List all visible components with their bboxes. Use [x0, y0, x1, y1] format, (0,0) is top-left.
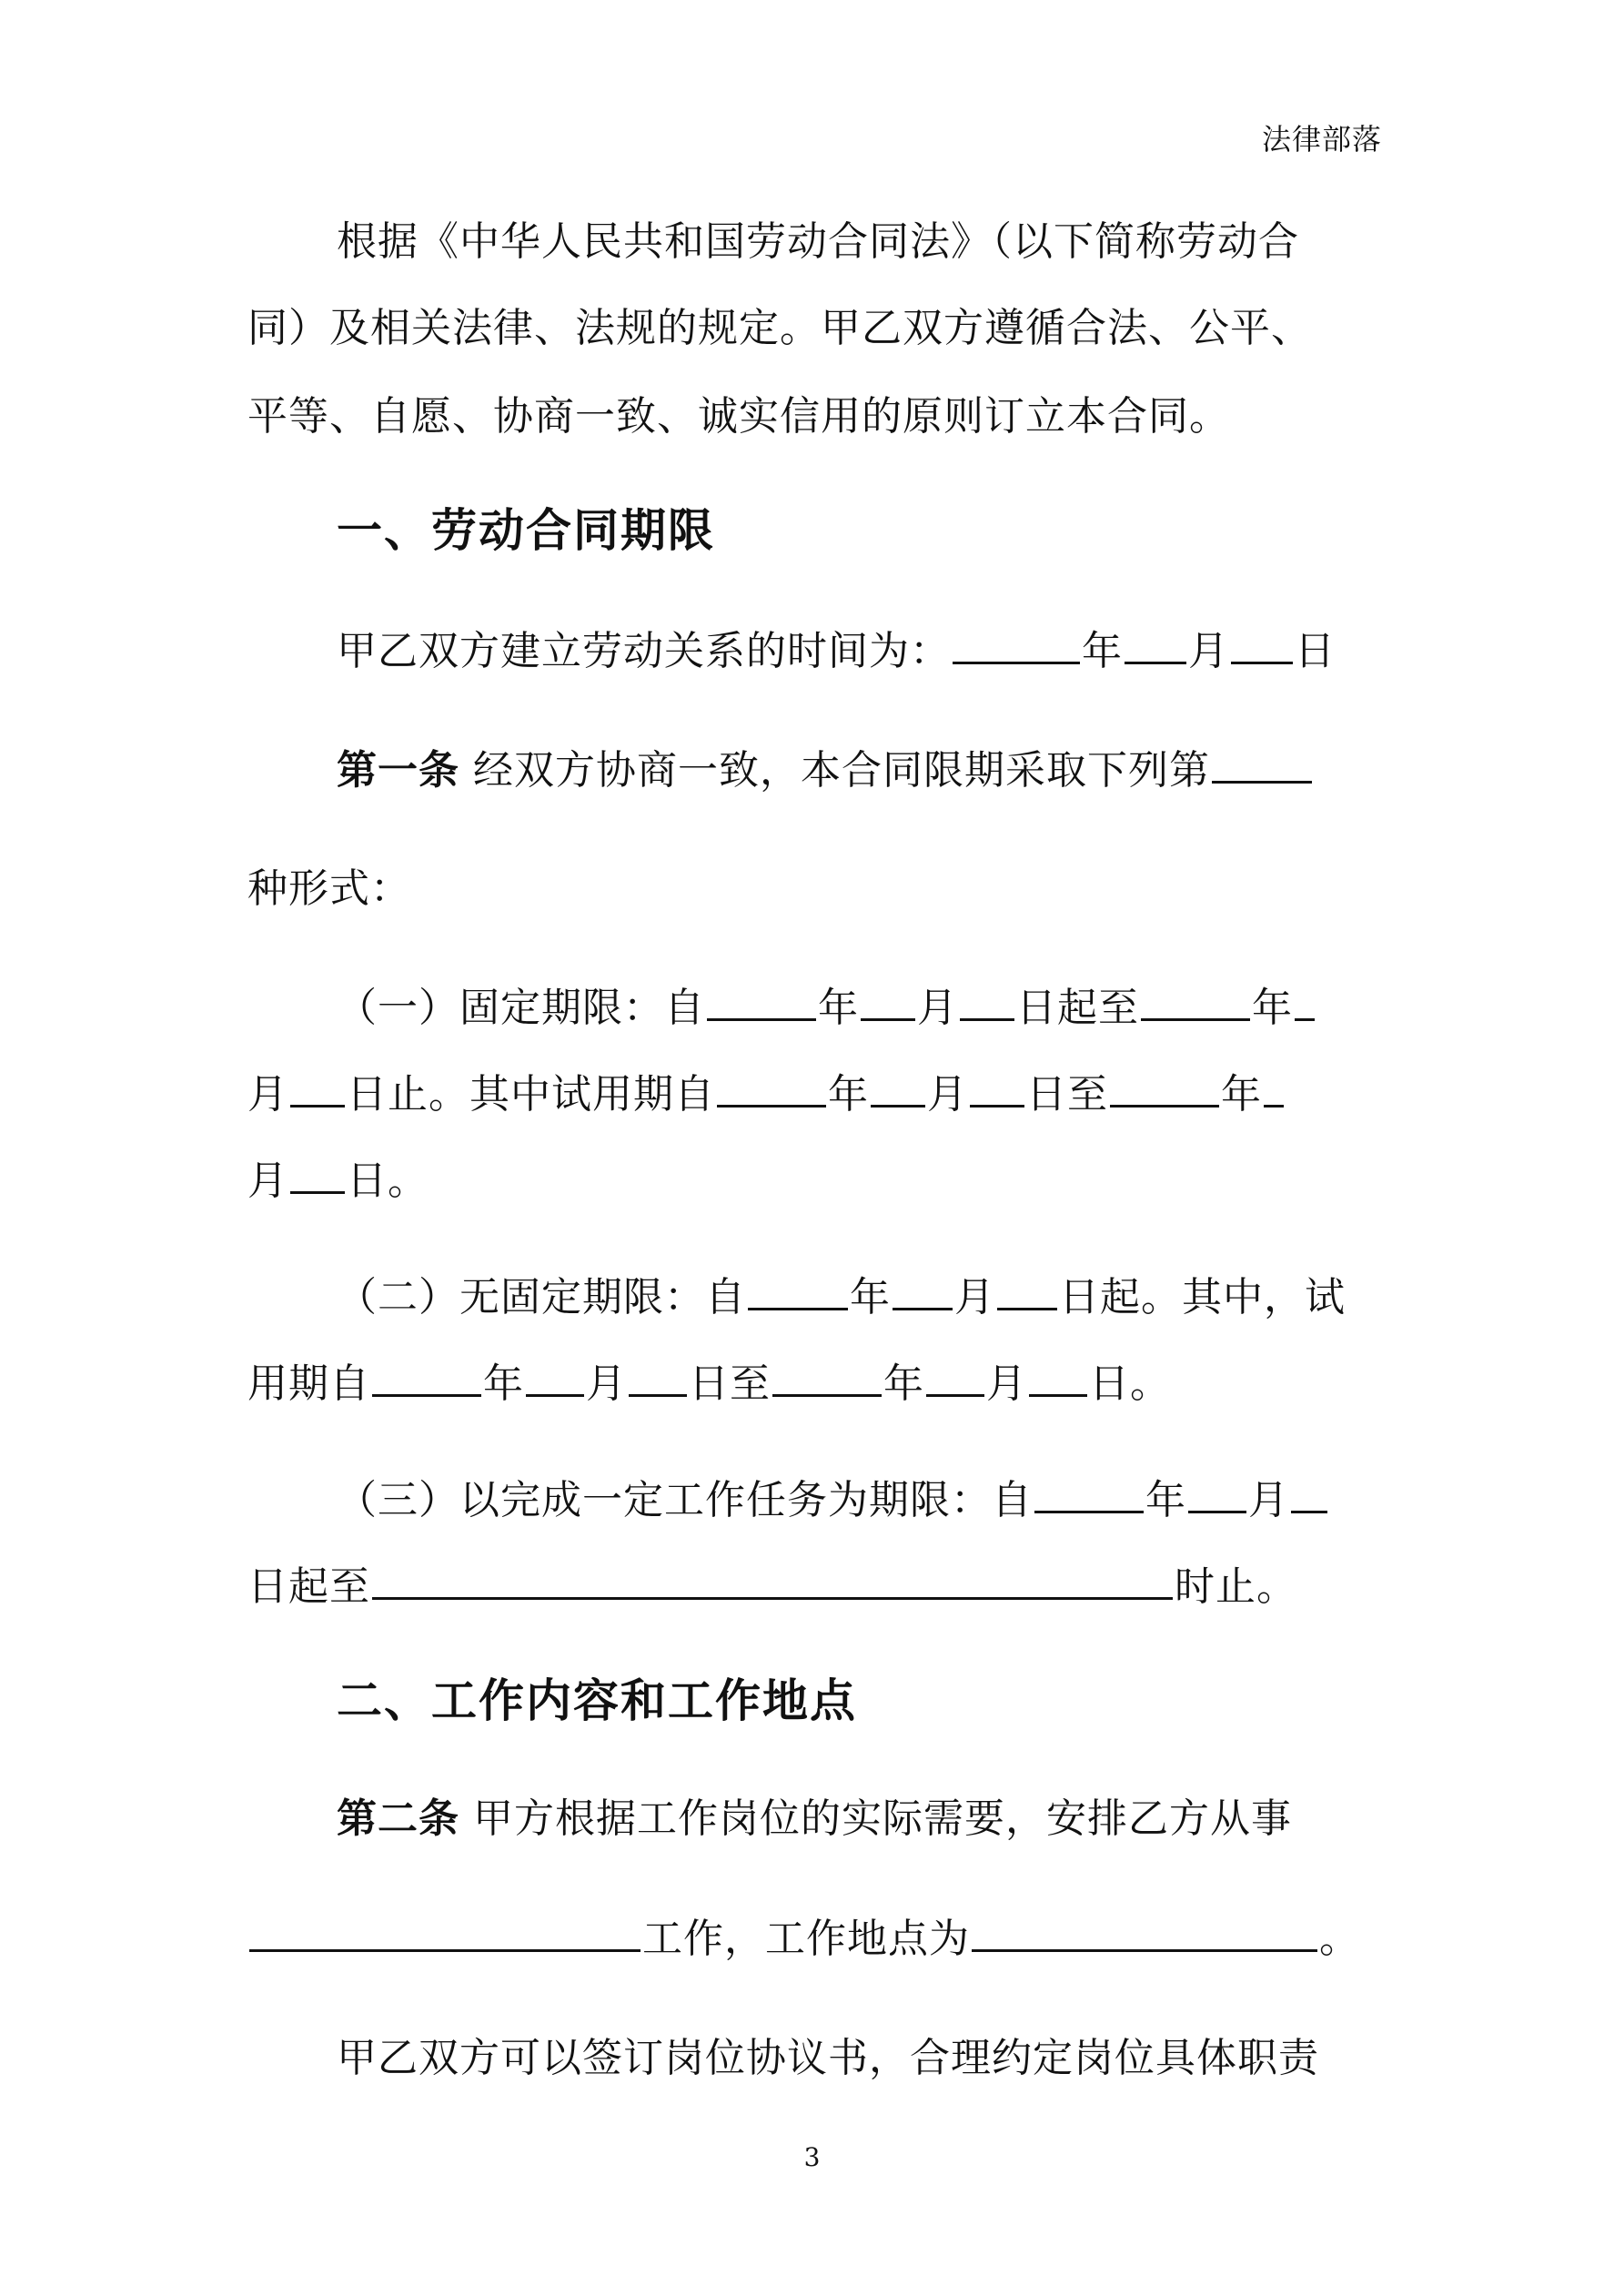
intro-line-2: 同）及相关法律、法规的规定。甲乙双方遵循合法、公平、 — [247, 305, 1312, 351]
option-1-line-1: （一）固定期限：自 年 月 日起至 年 — [337, 981, 1385, 1036]
work-blank — [249, 1917, 641, 1952]
option-2-line-1: （二）无固定期限：自 年 月 日起。其中，试 — [337, 1274, 1346, 1320]
option-2-line-2: 用期自 年 月 日至 年 月 日。 — [247, 1360, 1171, 1407]
month-blank — [1125, 629, 1186, 664]
option-3-line-2: 日起至 时止。 — [247, 1563, 1297, 1610]
section-1-title: 一、劳动合同期限 — [337, 503, 715, 557]
section-2-title: 二、工作内容和工作地点 — [337, 1674, 857, 1727]
article-1-label: 第一条 — [337, 747, 459, 794]
intro-line-1: 根据《中华人民共和国劳动合同法》（以下简称劳动合 — [337, 218, 1299, 265]
intro-line-3: 平等、自愿、协商一致、诚实信用的原则订立本合同。 — [247, 393, 1230, 440]
last-line: 甲乙双方可以签订岗位协议书，合理约定岗位具体职责 — [337, 2035, 1319, 2081]
option-1-line-3: 月 日。 — [247, 1158, 429, 1204]
article-1-line — [337, 743, 1385, 798]
page-number: 3 — [803, 2142, 821, 2172]
day-blank — [1231, 629, 1293, 664]
work-line: 工作，工作地点为 。 — [247, 1912, 1385, 1967]
article-2-label: 第二条 — [337, 1795, 459, 1842]
article-1-text: 经双方协商一致，本合同限期采取下列第 — [473, 747, 1210, 794]
place-blank — [972, 1917, 1317, 1952]
start-date-line: 甲乙双方建立劳动关系的时间为： 年 月 日 — [337, 628, 1336, 674]
article-2-line — [337, 1792, 1385, 1846]
header-label: 法律部落 — [1261, 122, 1382, 157]
year-blank — [953, 629, 1080, 664]
article-2-text: 甲方根据工作岗位的实际需要，安排乙方从事 — [473, 1795, 1292, 1842]
option-3-line-1: （三）以完成一定工作任务为期限：自 年 月 — [337, 1473, 1385, 1528]
article-1-line-2: 种形式： — [247, 865, 411, 912]
start-date-prefix: 甲乙双方建立劳动关系的时间为： — [337, 628, 951, 674]
form-blank — [1212, 748, 1312, 784]
option-1-line-2: 月 日止。其中试用期自 年 月 日至 年 — [247, 1067, 1385, 1122]
